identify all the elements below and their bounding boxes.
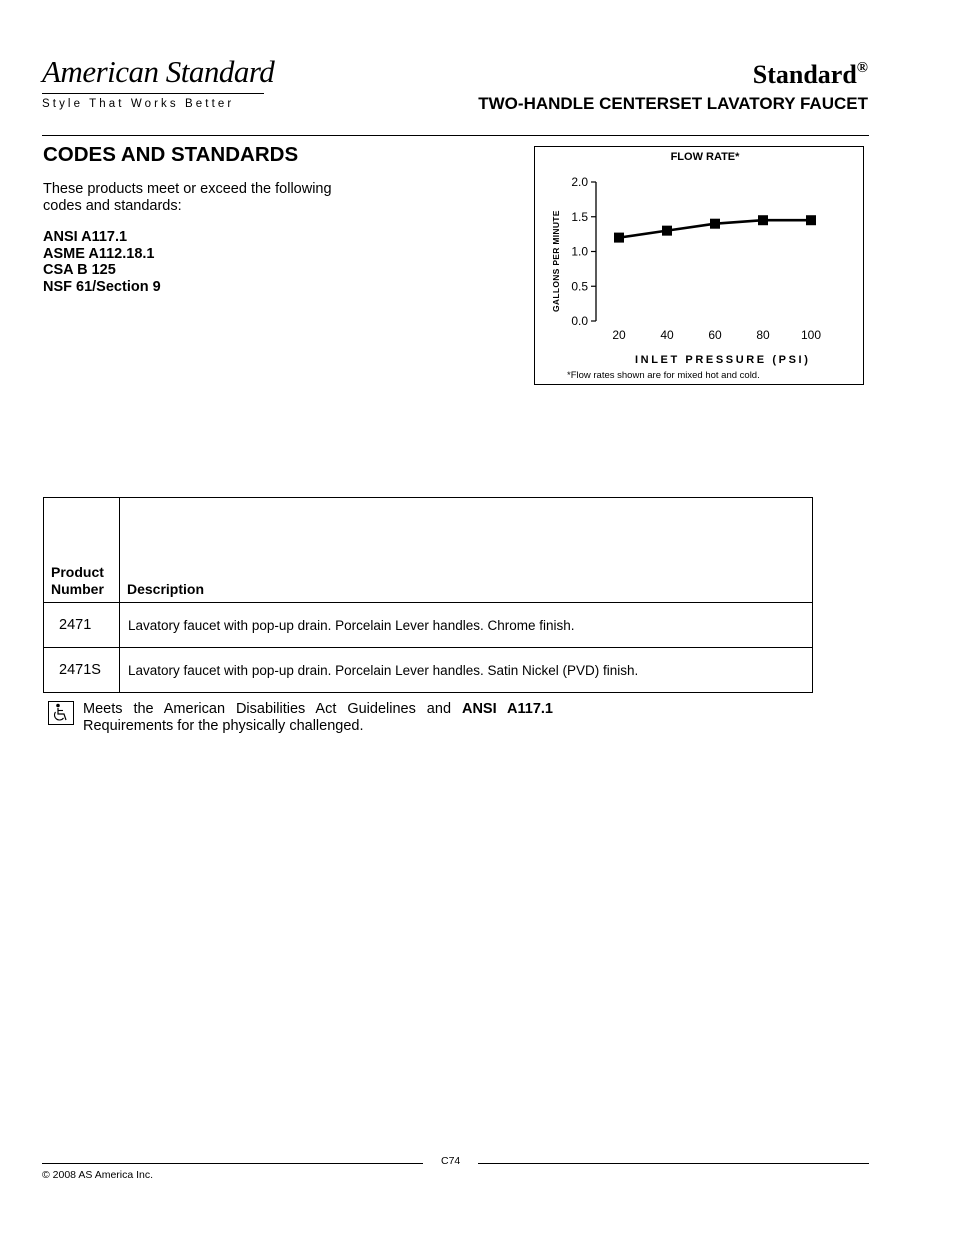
x-tick-label: 100 xyxy=(800,328,822,342)
product-number: 2471 xyxy=(44,603,120,648)
table-row xyxy=(44,603,813,648)
product-table xyxy=(43,497,813,693)
codes-intro: These products meet or exceed the following codes and standards: xyxy=(43,181,332,214)
product-line-title xyxy=(753,60,868,90)
product-description: Lavatory faucet with pop-up drain. Porcelain Lever handles. Chrome finish. xyxy=(120,603,813,648)
product-subtitle: TWO-HANDLE CENTERSET LAVATORY FAUCET xyxy=(478,94,868,113)
copyright-notice: © 2008 AS America Inc. xyxy=(42,1169,154,1181)
ada-note-text: Meets the American Disabilities Act Guidelines and xyxy=(83,701,462,717)
code-item: ANSI A117.1 xyxy=(43,229,128,245)
column-header-number: Product Number xyxy=(44,498,120,603)
logo-divider xyxy=(42,93,264,94)
page-number: C74 xyxy=(441,1155,461,1167)
footer-divider-right xyxy=(478,1163,869,1164)
flow-rate-point xyxy=(614,233,624,243)
y-tick-label: 0.5 xyxy=(571,279,588,294)
header-divider xyxy=(42,135,869,136)
ada-note-standard: ANSI A117.1 xyxy=(461,701,553,717)
x-tick-label: 60 xyxy=(708,328,722,342)
column-header-description: Description xyxy=(120,498,813,603)
product-number: 2471S xyxy=(44,648,120,693)
codes-list xyxy=(43,229,161,295)
chart-footnote: *Flow rates shown are for mixed hot and cold. xyxy=(567,370,760,381)
chart-title: FLOW RATE* xyxy=(670,151,740,163)
x-tick-label: 20 xyxy=(612,328,626,342)
code-item: CSA B 125 xyxy=(43,262,116,278)
code-item: NSF 61/Section 9 xyxy=(43,278,161,295)
x-tick-label: 40 xyxy=(660,328,674,342)
ada-compliance-note xyxy=(83,701,553,734)
table-header-row xyxy=(44,498,813,603)
flow-rate-chart xyxy=(534,146,864,385)
brand-tagline: Style That Works Better xyxy=(42,98,235,110)
chart-x-axis-label: INLET PRESSURE (PSI) xyxy=(635,354,811,366)
table-row xyxy=(44,648,813,693)
y-tick-label: 2.0 xyxy=(571,175,588,189)
flow-rate-point xyxy=(662,226,672,236)
registered-mark: ® xyxy=(856,60,868,76)
ada-note-line2: Requirements for the physically challenged. xyxy=(83,717,364,734)
brand-logo-wordmark: American Standard xyxy=(42,54,275,89)
y-tick-label: 1.0 xyxy=(571,244,588,259)
code-item: ASME A112.18.1 xyxy=(43,245,155,262)
footer-divider-left xyxy=(42,1163,423,1164)
flow-rate-point xyxy=(806,215,816,225)
ada-note-line1 xyxy=(83,701,553,718)
codes-heading: CODES AND STANDARDS xyxy=(43,143,299,166)
chart-y-axis-label: GALLONS PER MINUTE xyxy=(551,210,561,312)
flow-rate-point xyxy=(710,219,720,229)
product-description: Lavatory faucet with pop-up drain. Porcelain Lever handles. Satin Nickel (PVD) finish. xyxy=(120,648,813,693)
flow-rate-plot xyxy=(535,147,863,384)
x-tick-label: 80 xyxy=(756,328,770,342)
wheelchair-icon xyxy=(48,701,74,725)
y-tick-label: 0.0 xyxy=(571,314,588,328)
product-line-name: Standard xyxy=(752,60,857,89)
y-tick-label: 1.5 xyxy=(571,209,588,224)
flow-rate-point xyxy=(758,215,768,225)
